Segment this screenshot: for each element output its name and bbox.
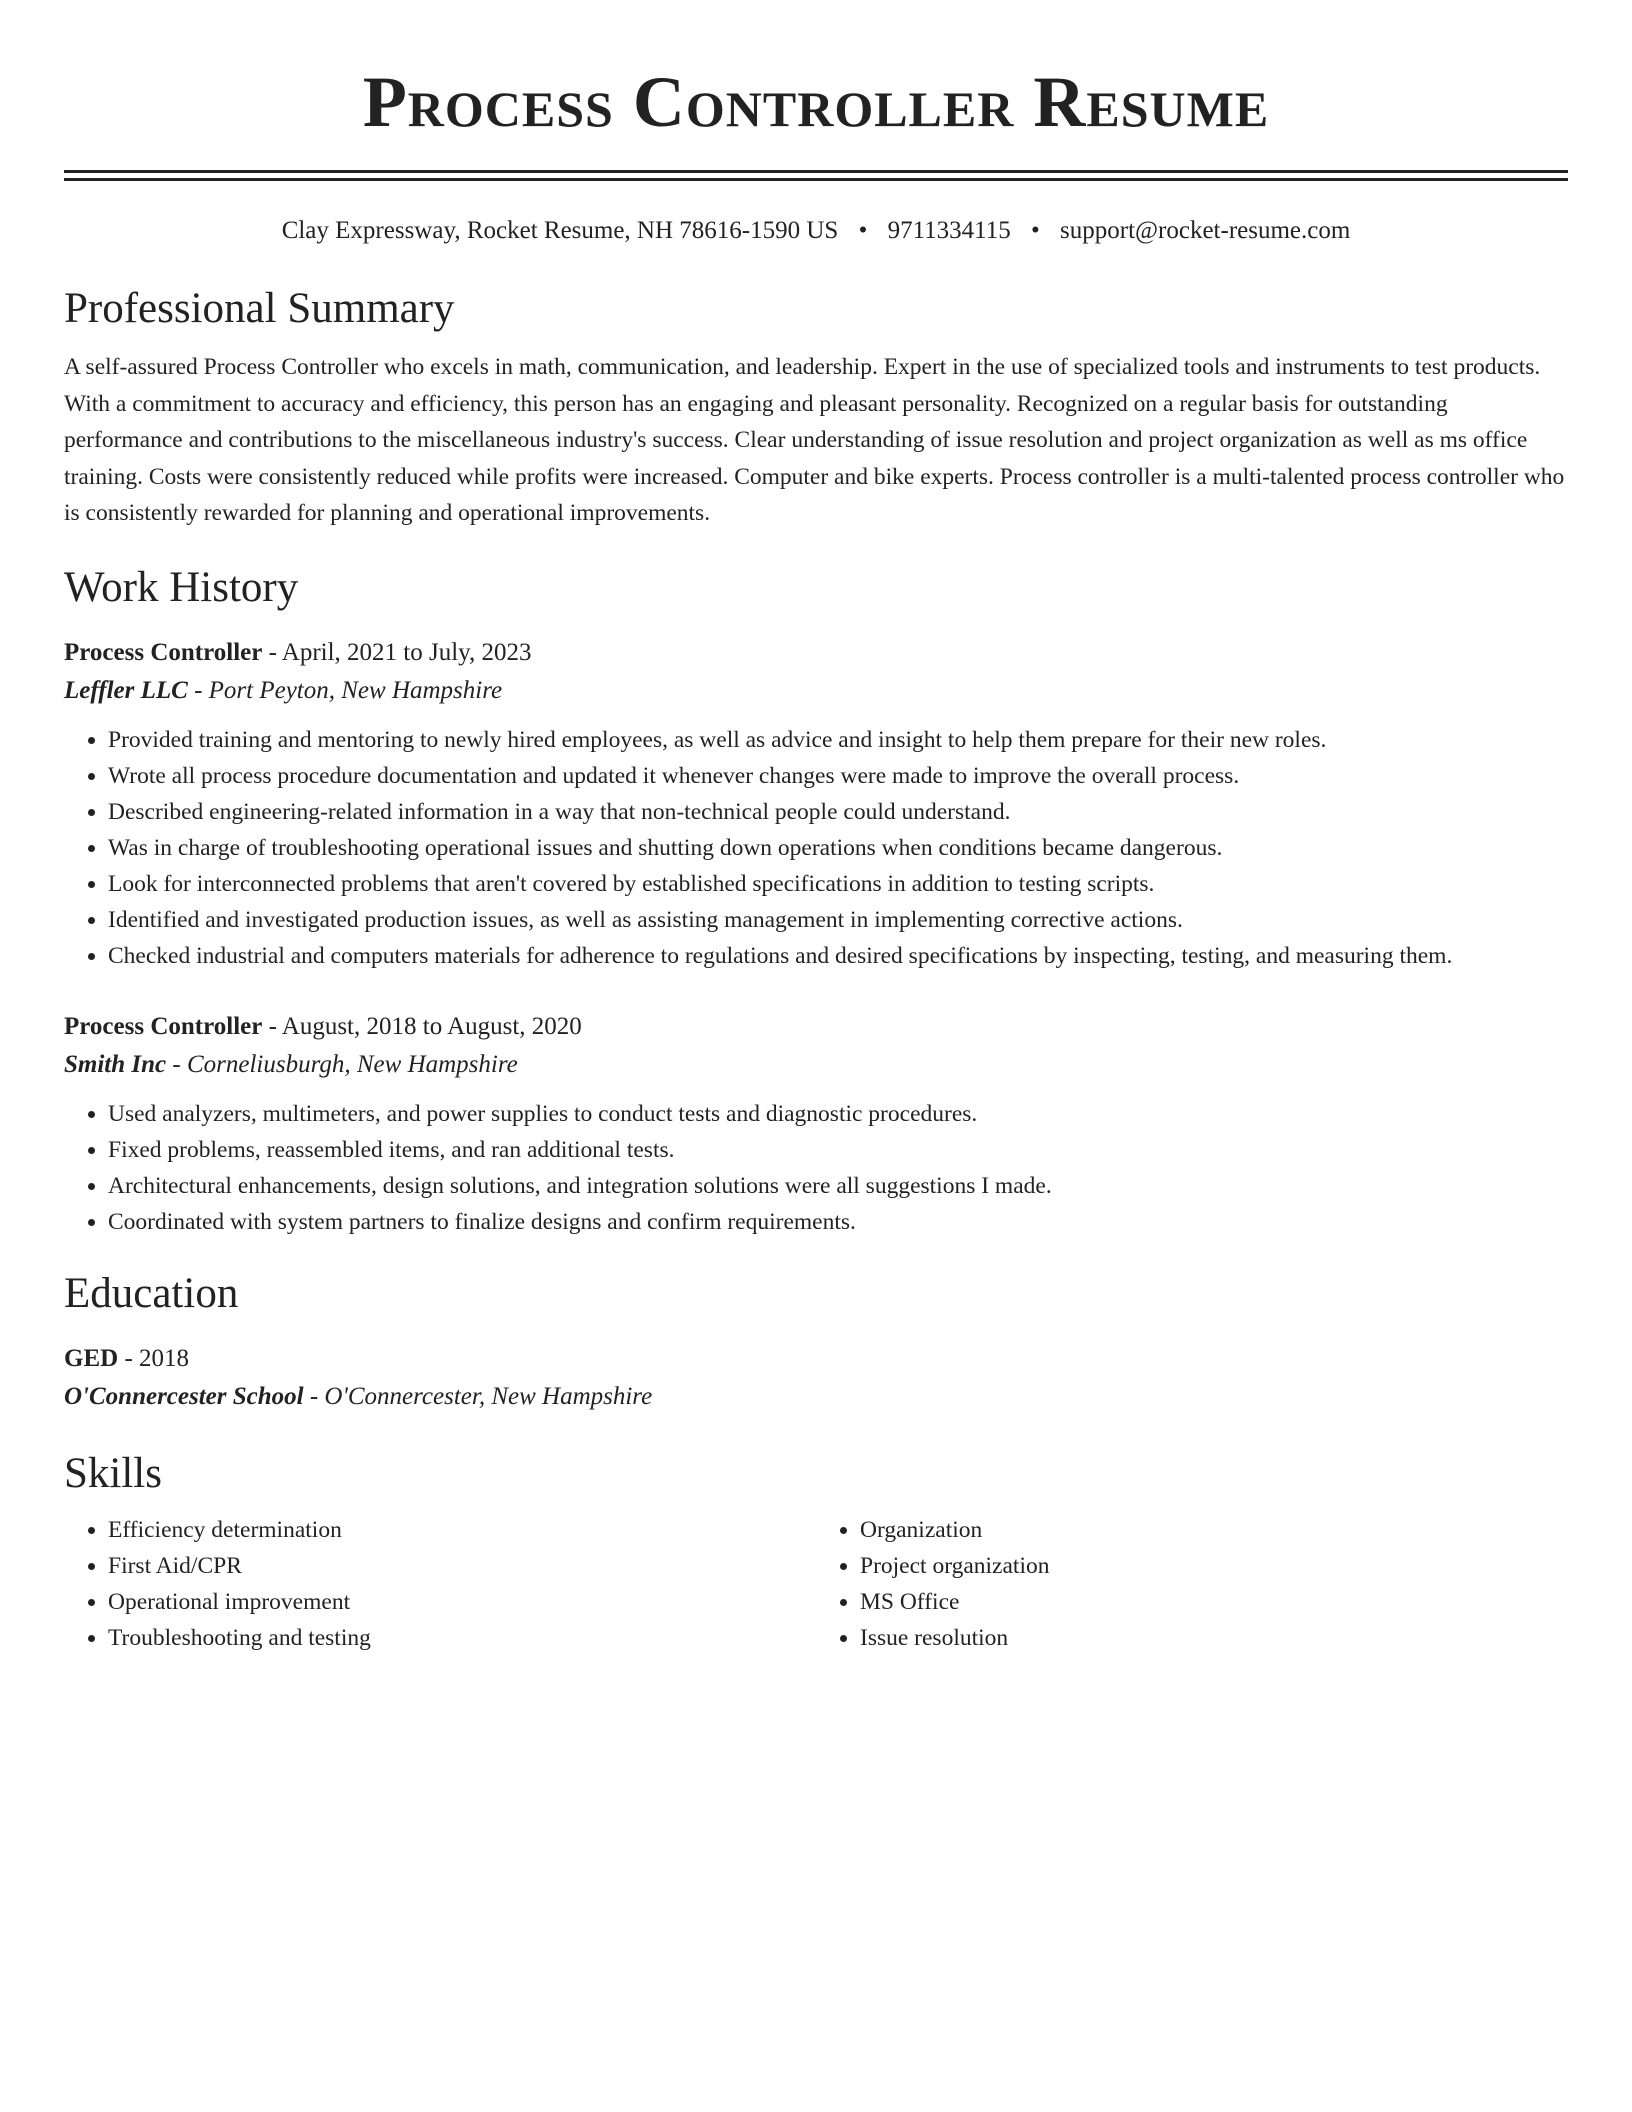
contact-separator: • [858,217,868,244]
contact-phone: 9711334115 [887,217,1011,244]
skills-list-left [64,1512,816,1656]
skill-item: • MS Office [860,1584,1568,1620]
skill-item: • Project organization [860,1548,1568,1584]
job-title: Process Controller [64,1012,263,1040]
job-company-line [64,1046,1568,1084]
education-degree: GED [64,1344,119,1372]
education-degree-line [64,1340,1568,1378]
contact-line [64,211,1568,251]
education-school-line [64,1378,1568,1416]
list-item: • Wrote all process procedure documentation and updated it whenever changes were made to improve the overall process. [108,758,1568,794]
list-item: • Coordinated with system partners to finalize designs and confirm requirements. [108,1204,1568,1240]
job-location: - Port Peyton, New Hampshire [187,676,503,704]
education-school: O'Connercester School [64,1382,304,1410]
title-double-rule [64,170,1568,181]
section-heading-education: Education [64,1269,239,1317]
skill-item: • First Aid/CPR [108,1548,816,1584]
job-title-line [64,634,1568,672]
job-bullets [64,722,1568,974]
skills-columns [64,1512,1568,1656]
list-item: • Identified and investigated production issues, as well as assisting management in implementing corrective actions. [108,902,1568,938]
resume-title: Process Controller Resume [362,62,1270,142]
education-year: - 2018 [118,1344,190,1372]
job-company: Smith Inc [64,1050,167,1078]
skill-item: • Issue resolution [860,1620,1568,1656]
section-heading-skills: Skills [64,1449,162,1497]
list-item: • Fixed problems, reassembled items, and ran additional tests. [108,1132,1568,1168]
skill-item: • Troubleshooting and testing [108,1620,816,1656]
education-entry [64,1340,1568,1416]
section-heading-summary: Professional Summary [64,285,455,332]
job-dates: - August, 2018 to August, 2020 [262,1012,582,1040]
job-location: - Corneliusburgh, New Hampshire [166,1050,518,1078]
education-location: - O'Connercester, New Hampshire [303,1382,653,1410]
job-title-line [64,1008,1568,1046]
skills-list-right [816,1512,1568,1656]
list-item: • Architectural enhancements, design solutions, and integration solutions were all suggestions I made. [108,1168,1568,1204]
job-company: Leffler LLC [64,676,188,704]
skill-item: • Organization [860,1512,1568,1548]
contact-separator: • [1031,217,1040,244]
list-item: • Was in charge of troubleshooting operational issues and shutting down operations when conditions became dangerous. [108,830,1568,866]
section-heading-work-history: Work History [64,563,299,611]
job-company-line [64,672,1568,710]
job-title: Process Controller [64,638,263,666]
list-item: • Used analyzers, multimeters, and power supplies to conduct tests and diagnostic procedures. [108,1096,1568,1132]
list-item: • Look for interconnected problems that aren't covered by established specifications in addition to testing scripts. [108,866,1568,902]
list-item: • Provided training and mentoring to newly hired employees, as well as advice and insight to help them prepare for their new roles. [108,722,1568,758]
skill-item: • Efficiency determination [108,1512,816,1548]
job-entry [64,634,1568,974]
contact-email[interactable]: support@rocket-resume.com [1060,217,1351,244]
list-item: • Described engineering-related information in a way that non-technical people could understand. [108,794,1568,830]
job-entry [64,1008,1568,1240]
list-item: • Checked industrial and computers materials for adherence to regulations and desired specifications by inspecting, testing, and measuring them. [108,938,1568,974]
summary-text: A self-assured Process Controller who excels in math, communication, and leadership. Expert in the use of specialized tools and instruments to test products. With a commitment to accuracy and efficiency, this person has an engaging and pleasant personality. Recognized on a regular basis for outstanding performance and contributions to the miscellaneous industry's success. Clear understanding of issue resolution and project organization as well as ms office training. Costs were consistently reduced while profits were increased. Computer and bike experts. Process controller is a multi-talented process controller who is consistently rewarded for planning and operational improvements. [64,354,1565,526]
job-bullets [64,1096,1568,1240]
contact-address: Clay Expressway, Rocket Resume, NH 78616-1590 US [281,217,839,244]
skill-item: • Operational improvement [108,1584,816,1620]
job-dates: - April, 2021 to July, 2023 [262,638,532,666]
